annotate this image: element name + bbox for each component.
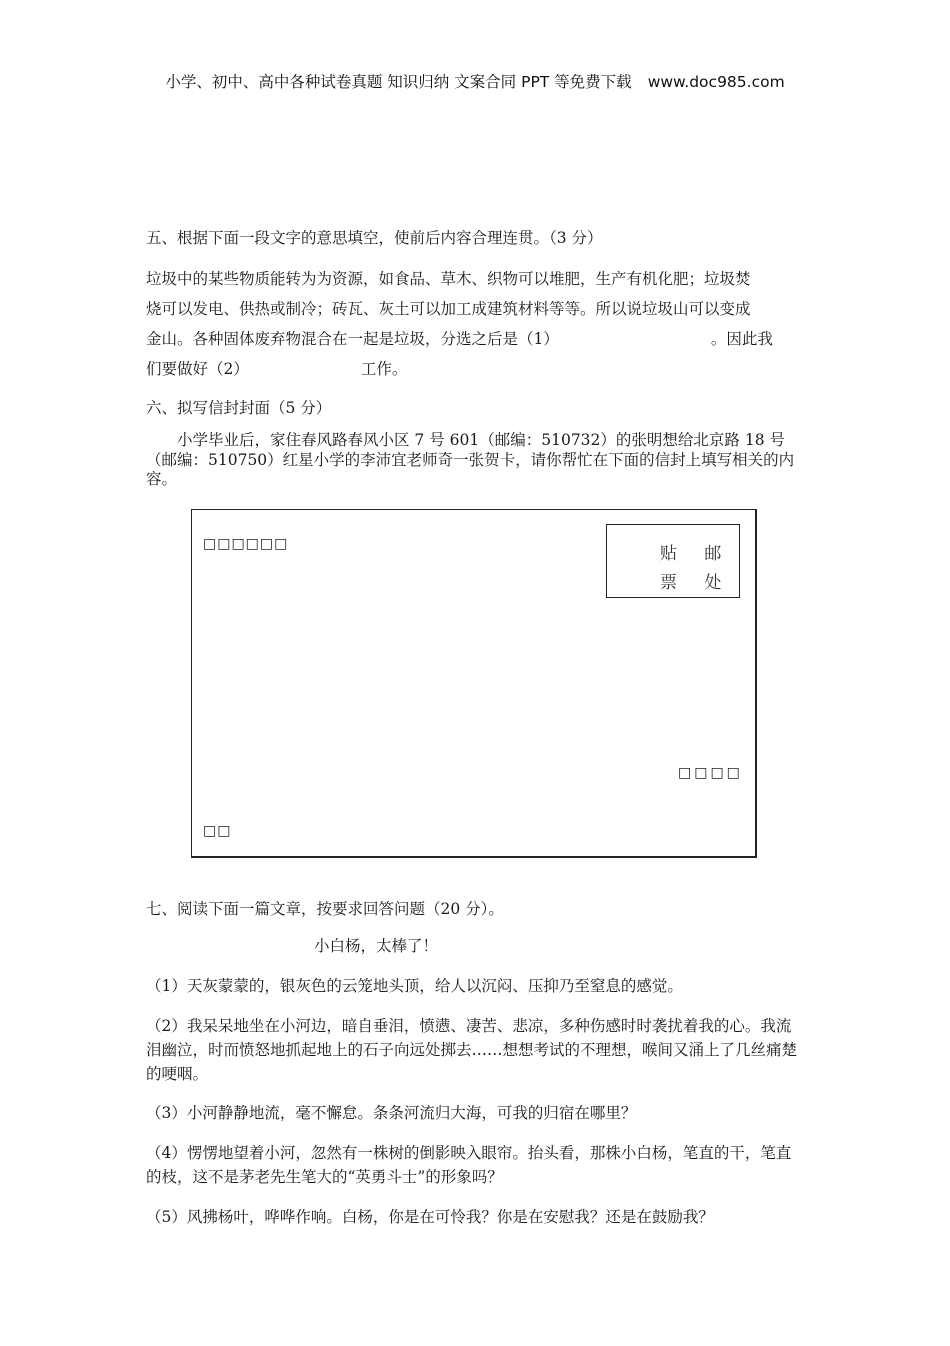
article-paragraph-3: （3）小河静静地流，毫不懈怠。条条河流归大海，可我的归宿在哪里？ [146,1104,637,1122]
section5-line4b: 工作。 [360,360,408,378]
zip-code-boxes-top[interactable]: □□□□□□ [203,536,289,552]
header-url[interactable]: www.doc985.com [647,73,785,91]
section5-title: 五、根据下面一段文字的意思填空，使前后内容合理连贯。（3 分） [146,229,603,247]
article-paragraph-2: （2）我呆呆地坐在小河边，暗自垂泪，愤懑、凄苦、悲凉，多种伤感时时袭扰着我的心。我流泪幽泣，时而愤怒地抓起地上的石子向远处掷去……想想考试的不理想，喉间又涌上了几丝痛楚的哽咽。 [146,1017,798,1083]
section5-line3b: 。因此我 [710,330,773,348]
article-title: 小白杨，太棒了！ [314,937,439,955]
article-paragraph-4: （4）愣愣地望着小河，忽然有一株树的倒影映入眼帘。抬头看，那株小白杨，笔直的干，笔直的枝，这不是茅老先生笔大的“英勇斗士”的形象吗？ [146,1144,792,1186]
section6-paragraph: 小学毕业后，家住春风路春风小区 7 号 601（邮编：510732）的张明想给北京路 18 号（邮编：510750）红星小学的李沛宜老师奇一张贺卡，请你帮忙在下面的信封上填写相关的内容。 [146,431,795,488]
stamp-label-line2: 票 处 [660,573,733,593]
section5-line4 [146,357,407,379]
stamp-label-line1: 贴 邮 [660,544,733,564]
section5-line4a: 们要做好（2） [146,360,249,378]
section5-line3 [146,327,773,349]
stamp-box [606,524,740,598]
header-text: 小学、初中、高中各种试卷真题 知识归纳 文案合同 PPT 等免费下载 [165,73,632,91]
zip-code-boxes-bottom[interactable]: □□□□ [678,765,743,781]
section5-line3a: 金山。各种固体废弃物混合在一起是垃圾，分选之后是（1） [146,330,559,348]
article-paragraph-5: （5）风拂杨叶，哗哗作响。白杨，你是在可怜我？你是在安慰我？还是在鼓励我？ [146,1208,714,1226]
section6-title: 六、拟写信封封面（5 分） [146,399,332,417]
article-paragraph-1: （1）天灰蒙蒙的，银灰色的云笼地头顶，给人以沉闷、压抑乃至窒息的感觉。 [146,977,683,995]
section5-line1: 垃圾中的某些物质能转为为资源，如食品、草木、织物可以堆肥，生产有机化肥；垃圾焚 [146,270,751,288]
page-header [0,70,950,92]
sender-boxes[interactable]: □□ [203,823,232,839]
section5-line2: 烧可以发电、供热或制冷；砖瓦、灰土可以加工成建筑材料等等。所以说垃圾山可以变成 [146,300,751,318]
envelope [191,509,757,858]
section7-title: 七、阅读下面一篇文章，按要求回答问题（20 分）。 [146,900,504,918]
